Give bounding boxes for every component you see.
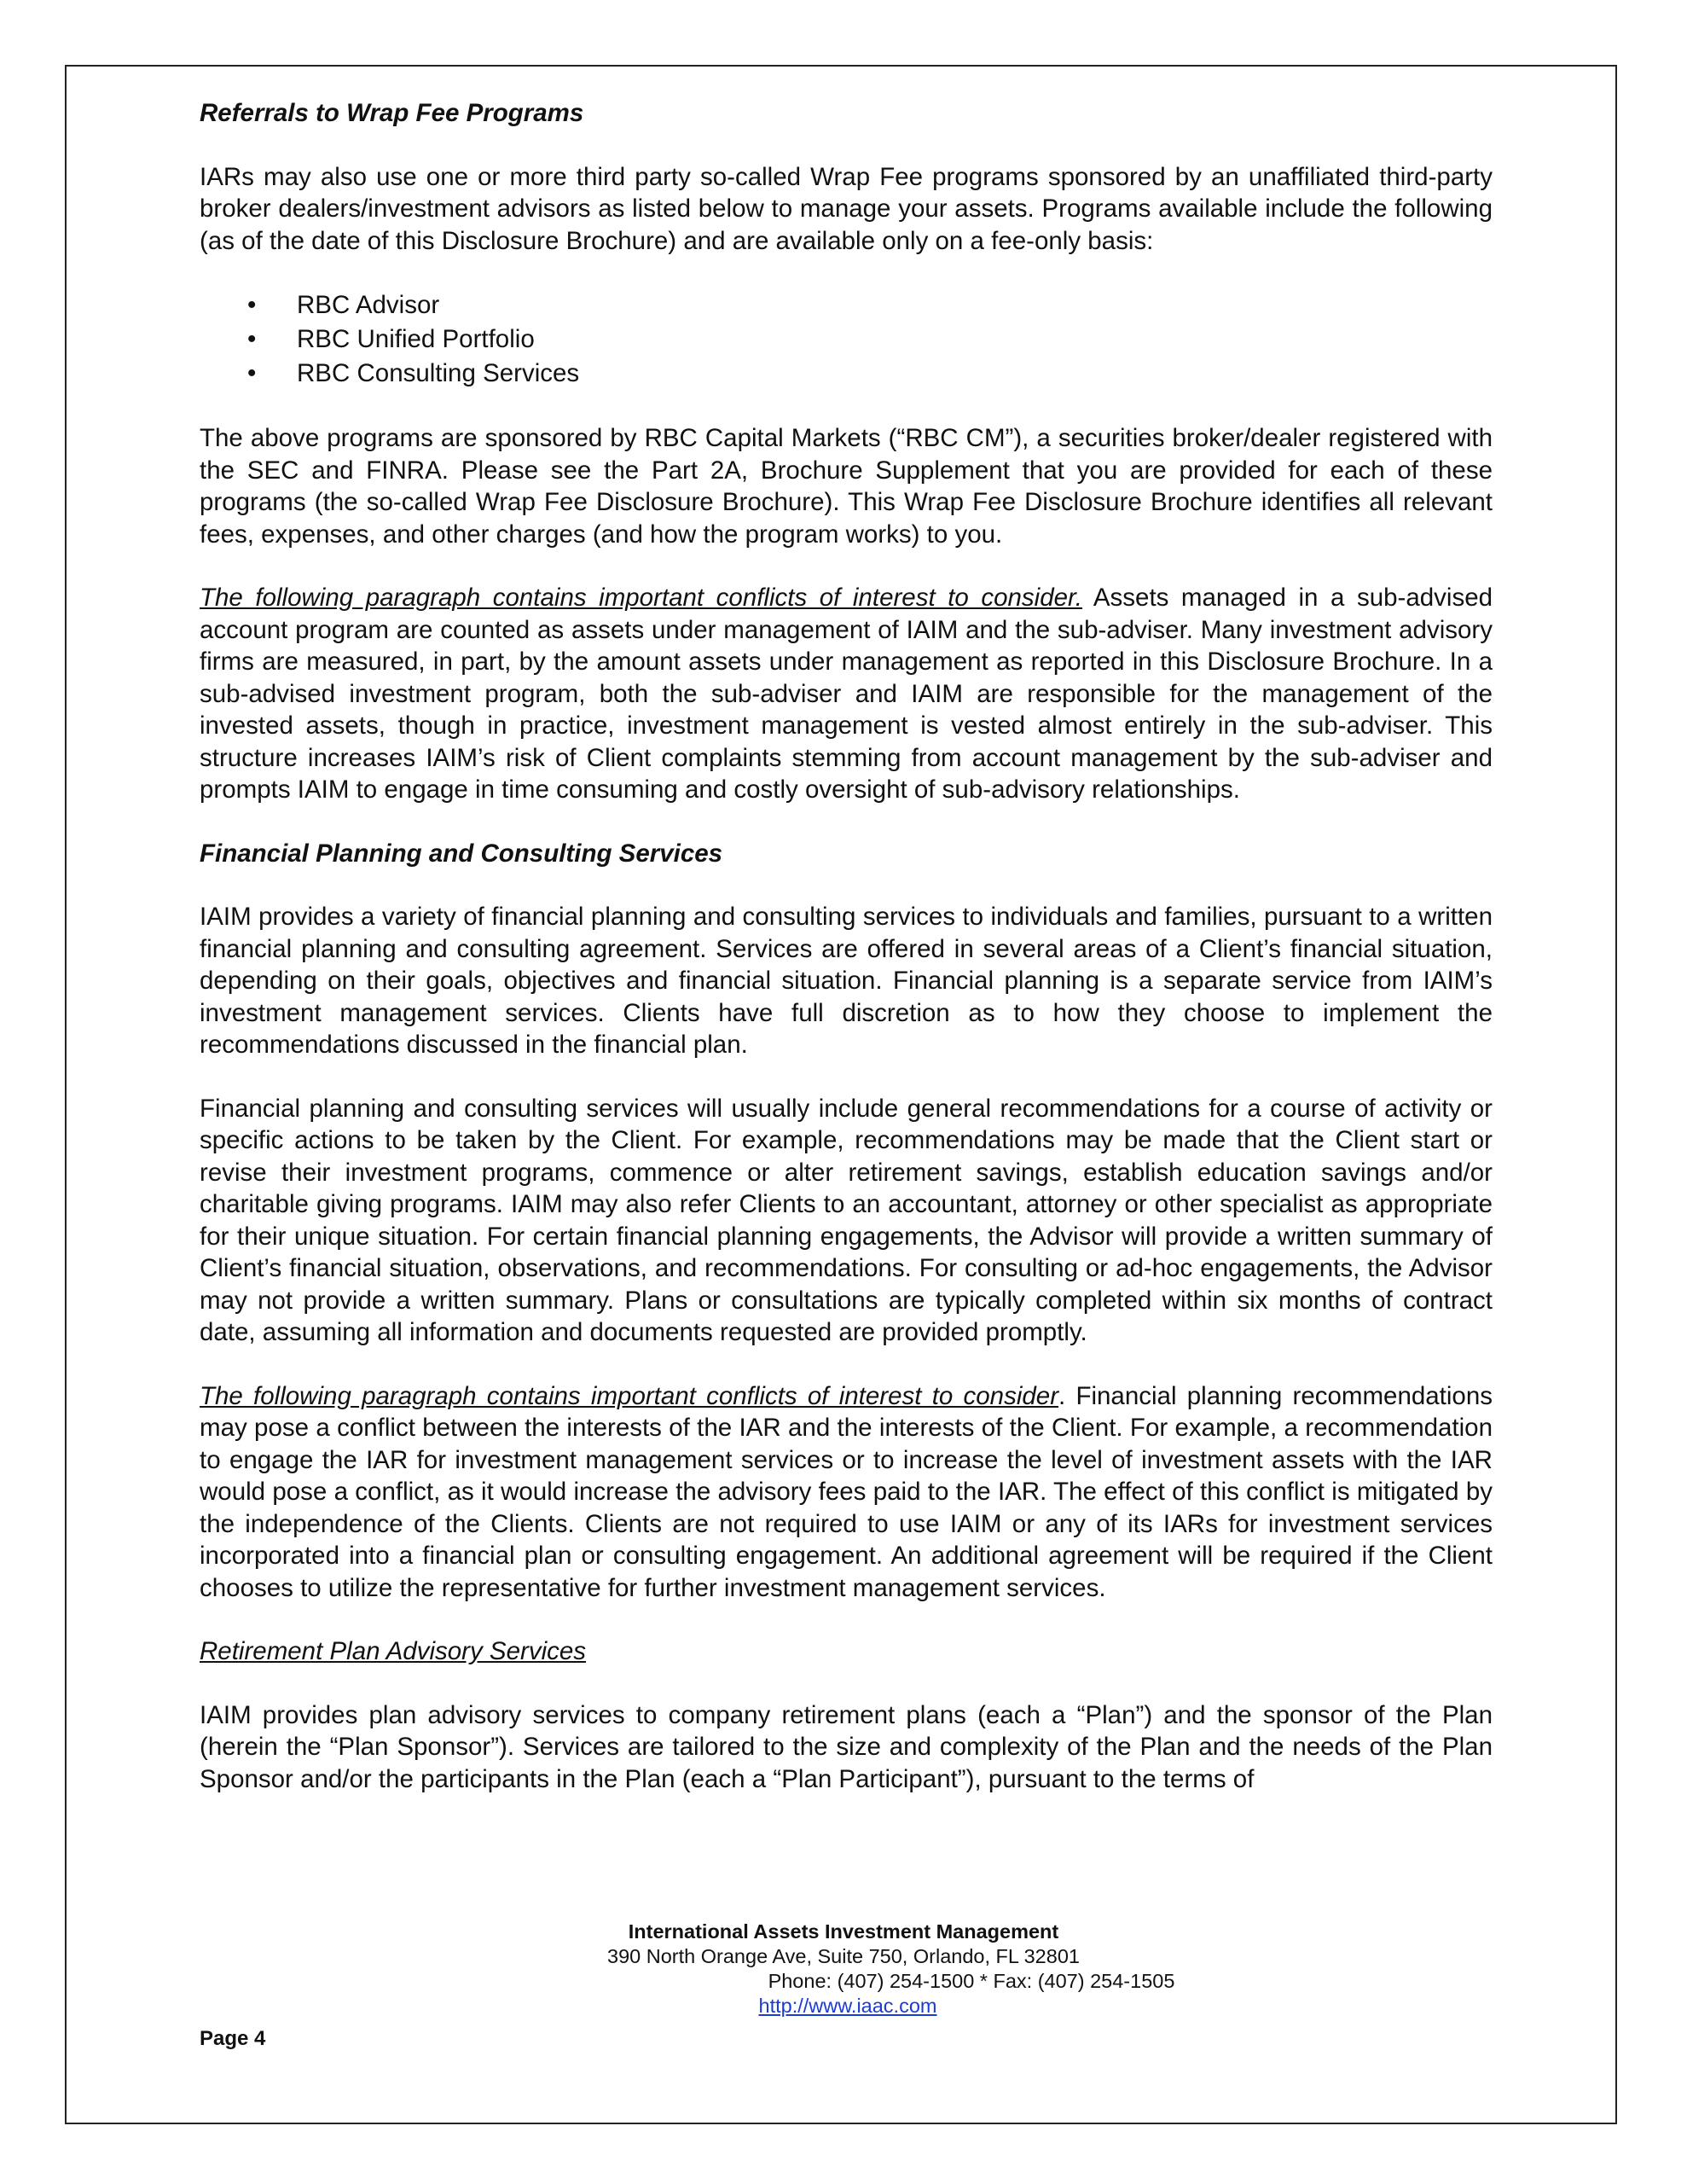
program-list <box>200 288 1493 391</box>
conflict-body: Assets managed in a sub-advised account program are counted as assets under management of IAIM and the sub-adviser. Many investment advisory firms are measured, in part, by the amount assets under management as reported in this Disclosure Brochure. In a sub-advised investment program, both the sub-adviser and IAIM are responsible for the management of the invested assets, though in practice, investment management is vested almost entirely in the sub-adviser. This structure increases IAIM’s risk of Client complaints stemming from account management by the sub-adviser and prompts IAIM to engage in time consuming and costly oversight of sub-advisory relationships. <box>200 584 1493 804</box>
list-item <box>200 288 1493 322</box>
bullet-icon: • <box>247 359 257 387</box>
heading-wrap-fee-programs: Referrals to Wrap Fee Programs <box>200 99 584 127</box>
footer-company: International Assets Investment Management <box>628 1920 1059 1943</box>
paragraph-wrap-intro: IARs may also use one or more third party so-called Wrap Fee programs sponsored by an unaffiliated third-party broker dealers/investment advisors as listed below to manage your assets. Programs available include the following (as of the date of this Disclosure Brochure) and are available only on a fee-only basis: <box>200 162 1493 255</box>
paragraph-planning-1: IAIM provides a variety of financial planning and consulting services to individuals and families, pursuant to a written financial planning and consulting agreement. Services are offered in several areas of a Client’s financial situation, depending on their goals, objectives and financial situation. Financial planning is a separate service from IAIM’s investment management services. Clients have full discretion as to how they choose to implement the recommendations discussed in the financial plan. <box>200 903 1493 1059</box>
paragraph-planning-2: Financial planning and consulting services will usually include general recommendations for a course of activity or specific actions to be taken by the Client. For example, recommendations may be made that the Client start or revise their investment programs, commence or alter retirement savings, establish education savings and/or charitable giving programs. IAIM may also refer Clients to an accountant, attorney or other specialist as appropriate for their unique situation. For certain financial planning engagements, the Advisor will provide a written summary of Client’s financial situation, observations, and recommendations. For consulting or ad-hoc engagements, the Advisor may not provide a written summary. Plans or consultations are typically completed within six months of contract date, assuming all information and documents requested are provided promptly. <box>200 1094 1493 1346</box>
program-name: RBC Consulting Services <box>297 359 580 387</box>
page-number: Page 4 <box>200 2027 266 2050</box>
footer-website-link[interactable]: http://www.iaac.com <box>758 1995 937 2017</box>
document-body <box>200 97 1493 1795</box>
list-item <box>200 322 1493 357</box>
paragraph-retirement-1: IAIM provides plan advisory services to company retirement plans (each a “Plan”) and the sponsor of the Plan (herein the “Plan Sponsor”). Services are tailored to the size and complexity of the Plan and the needs of the Plan Sponsor and/or the participants in the Plan (each a “Plan Participant”), pursuant to the terms of <box>200 1700 1493 1793</box>
paragraph-planning-conflict <box>200 1380 1493 1605</box>
heading-financial-planning: Financial Planning and Consulting Services <box>200 839 723 868</box>
list-item <box>200 357 1493 391</box>
paragraph-wrap-conflict <box>200 582 1493 806</box>
conflict-notice: The following paragraph contains important conflicts of interest to consider <box>200 1381 1059 1410</box>
program-name: RBC Unified Portfolio <box>297 325 535 353</box>
conflict-notice: The following paragraph contains important conflicts of interest to consider. <box>200 584 1082 612</box>
conflict-body: . Financial planning recommendations may pose a conflict between the interests of the IAR and the interests of the Client. For example, a recommendation to engage the IAR for investment management services or to increase the level of investment assets with the IAR would pose a conflict, as it would increase the advisory fees paid to the IAR. The effect of this conflict is mitigated by the independence of the Clients. Clients are not required to use IAIM or any of its IARs for investment services incorporated into a financial plan or consulting engagement. An additional agreement will be required if the Client chooses to utilize the representative for further investment management services. <box>200 1381 1493 1602</box>
program-name: RBC Advisor <box>297 291 440 319</box>
paragraph-sponsor: The above programs are sponsored by RBC Capital Markets (“RBC CM”), a securities broker/dealer registered with the SEC and FINRA. Please see the Part 2A, Brochure Supplement that you are provided for each of these programs (the so-called Wrap Fee Disclosure Brochure). This Wrap Fee Disclosure Brochure identifies all relevant fees, expenses, and other charges (and how the program works) to you. <box>200 424 1493 549</box>
heading-retirement-plan: Retirement Plan Advisory Services <box>200 1637 587 1665</box>
footer-address: 390 North Orange Ave, Suite 750, Orlando, FL 32801 <box>607 1945 1080 1967</box>
bullet-icon: • <box>247 291 257 319</box>
bullet-icon: • <box>247 325 257 353</box>
footer-phone: Phone: (407) 254-1500 * Fax: (407) 254-1505 <box>768 1970 1175 1992</box>
page-footer <box>0 1920 1687 2018</box>
